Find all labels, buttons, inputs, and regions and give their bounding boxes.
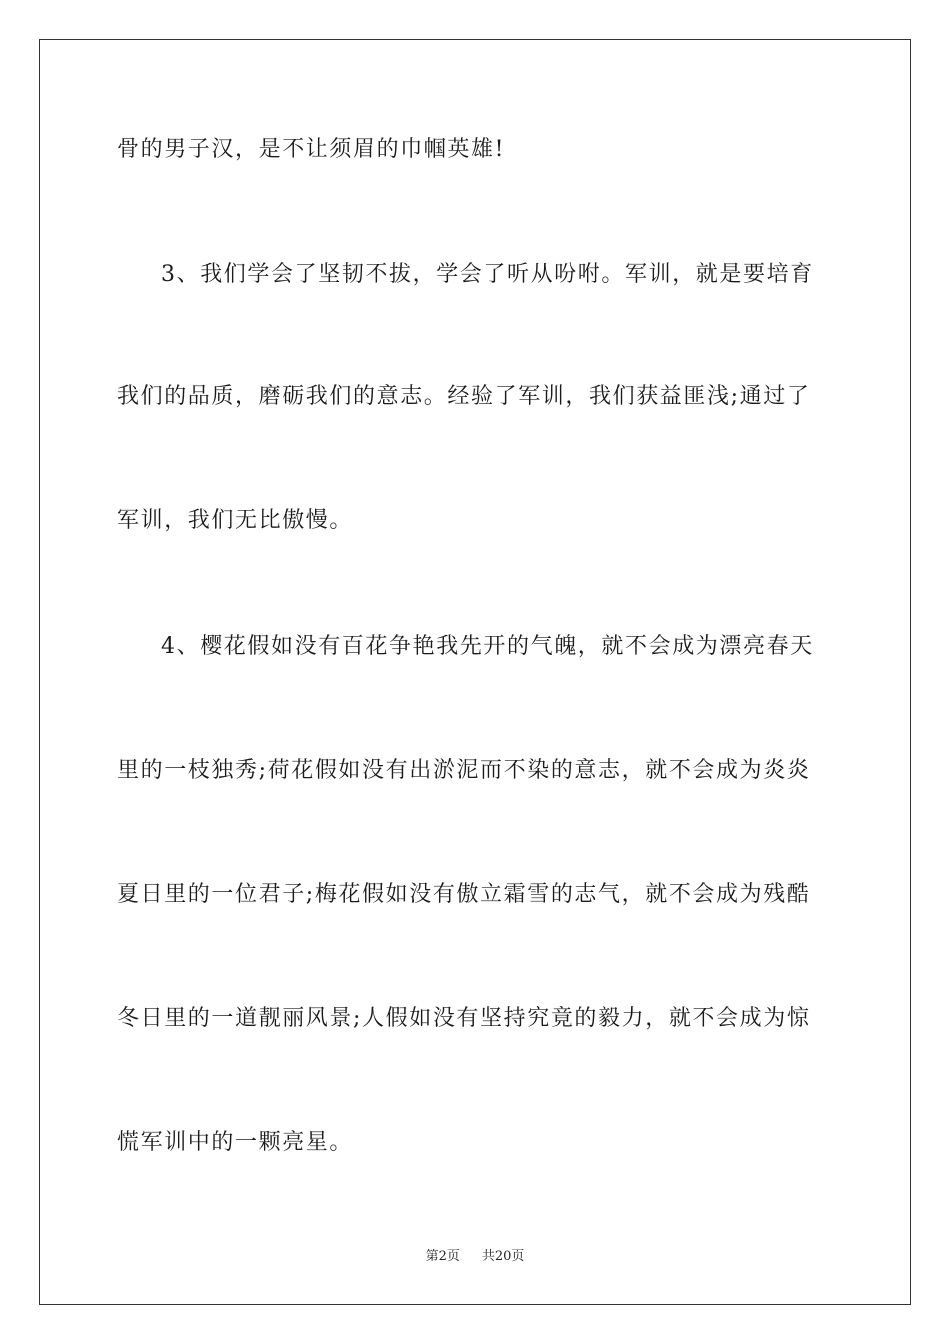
page-footer [0, 1245, 950, 1264]
paragraph-line: 军训，我们无比傲慢。 [117, 508, 354, 533]
paragraph-line: 骨的男子汉，是不让须眉的巾帼英雄! [117, 137, 506, 162]
paragraph-line: 冬日里的一道靓丽风景;人假如没有坚持究竟的毅力，就不会成为惊 [117, 1006, 811, 1031]
page-frame [39, 39, 911, 1305]
page-total: 共20页 [481, 1249, 525, 1264]
paragraph-line: 3、我们学会了坚韧不拔，学会了听从吩咐。军训，就是要培育 [161, 262, 814, 287]
paragraph-line: 4、樱花假如没有百花争艳我先开的气魄，就不会成为漂亮春天 [161, 634, 814, 659]
paragraph-line: 夏日里的一位君子;梅花假如没有傲立霜雪的志气，就不会成为残酷 [117, 882, 811, 907]
paragraph-line: 慌军训中的一颗亮星。 [117, 1130, 354, 1155]
paragraph-line: 里的一枝独秀;荷花假如没有出淤泥而不染的意志，就不会成为炎炎 [117, 758, 811, 783]
paragraph-line: 我们的品质，磨砺我们的意志。经验了军训，我们获益匪浅;通过了 [117, 384, 811, 409]
page-number: 第2页 [425, 1249, 460, 1264]
